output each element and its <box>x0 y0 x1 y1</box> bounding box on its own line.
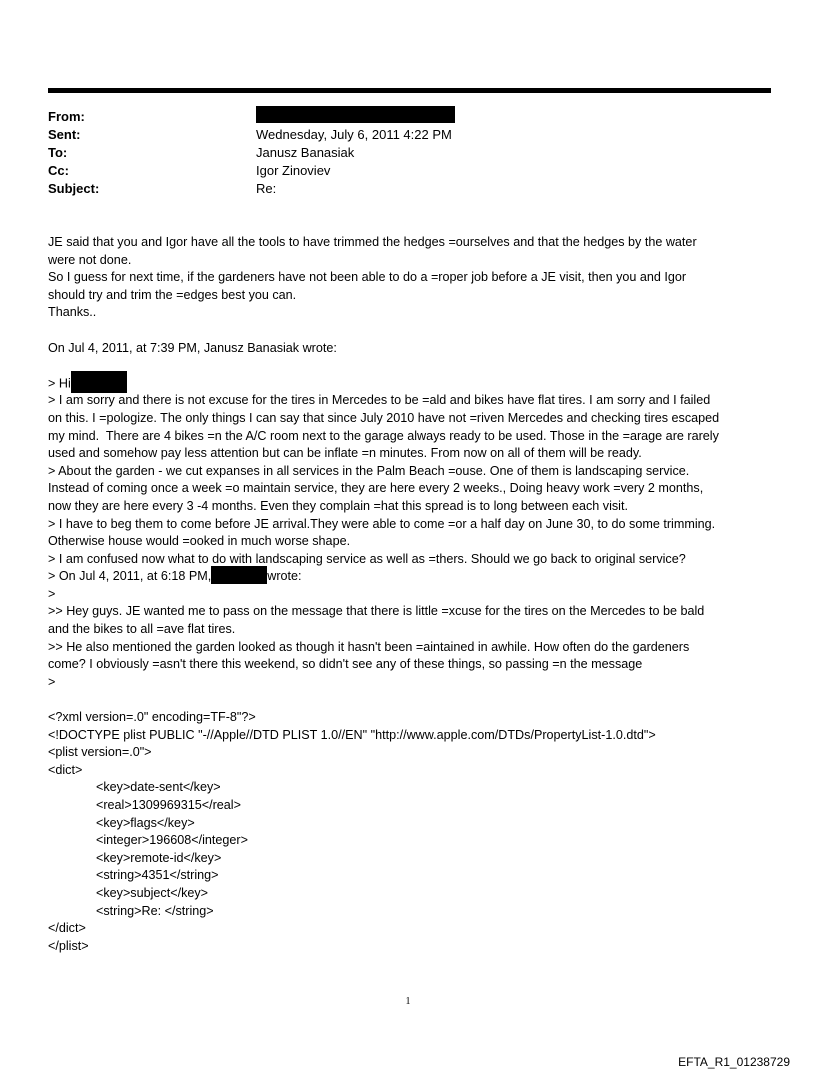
body-line: >> He also mentioned the garden looked as though it hasn't been =aintained in awhile. How often do the gardeners <box>48 639 690 654</box>
body-line: >> Hey guys. JE wanted me to pass on the message that there is little =xcuse for the tires on the Mercedes to be bald <box>48 604 705 619</box>
body-line: should try and trim the =edges best you can. <box>48 287 297 302</box>
document-id: EFTA_R1_01238729 <box>678 1055 790 1069</box>
xml-line: <key>date-sent</key> <box>96 780 221 795</box>
body-line: > I have to beg them to come before JE arrival.They were able to come =or a half day on June 30, to do some trimming. <box>48 516 716 531</box>
body-line: on this. I =pologize. The only things I can say that since July 2010 have not =riven Mercedes and checking tires escaped <box>48 410 720 425</box>
header-rule <box>48 88 771 93</box>
from-row <box>48 108 748 126</box>
xml-line: </dict> <box>48 921 86 936</box>
xml-line: <string>Re: </string> <box>96 903 214 918</box>
blank-line <box>48 691 770 709</box>
sent-row <box>48 126 748 144</box>
xml-line: <key>subject</key> <box>96 885 209 900</box>
xml-line: <string>4351</string> <box>96 868 219 883</box>
quoted-header-line <box>48 568 770 586</box>
page-number: 1 <box>405 996 411 1007</box>
body-line: > I am confused now what to do with landscaping service as well as =thers. Should we go back to original service? <box>48 551 686 566</box>
body-line: > About the garden - we cut expanses in all services in the Palm Beach =ouse. One of them is landscaping service. <box>48 463 690 478</box>
body-line: Otherwise house would =ooked in much worse shape. <box>48 534 351 549</box>
body-line: Thanks.. <box>48 305 97 320</box>
body-line: come? I obviously =asn't there this weekend, so didn't see any of these things, so passing =n the message <box>48 657 643 672</box>
to-label: To: <box>48 145 68 160</box>
body-line: and the bikes to all =ave flat tires. <box>48 622 236 637</box>
subject-row <box>48 180 748 198</box>
cc-value: Igor Zinoviev <box>256 163 331 178</box>
cc-label: Cc: <box>48 163 69 178</box>
blank-line <box>48 357 770 375</box>
cc-row <box>48 162 748 180</box>
to-row <box>48 144 748 162</box>
xml-line: <key>remote-id</key> <box>96 850 222 865</box>
body-line: So I guess for next time, if the gardeners have not been able to do a =roper job before a JE visit, then you and Igor <box>48 270 687 285</box>
xml-line: <!DOCTYPE plist PUBLIC "-//Apple//DTD PLIST 1.0//EN" "http://www.apple.com/DTDs/PropertyList-1.0.dtd"> <box>48 727 656 742</box>
greeting-text: > Hi <box>48 376 71 391</box>
body-line: were not done. <box>48 252 132 267</box>
xml-line: <integer>196608</integer> <box>96 833 248 848</box>
xml-line: <?xml version=.0" encoding=TF-8"?> <box>48 710 256 725</box>
body-line: > I am sorry and there is not excuse for the tires in Mercedes to be =ald and bikes have flat tires. I am sorry and I failed <box>48 393 711 408</box>
to-value: Janusz Banasiak <box>256 145 355 160</box>
quoted-header-end: wrote: <box>267 569 302 584</box>
quote-intro: On Jul 4, 2011, at 7:39 PM, Janusz Banasiak wrote: <box>48 340 337 355</box>
body-line: Instead of coming once a week =o maintain service, they are here every 2 weeks., Doing heavy work =very 2 months, <box>48 481 704 496</box>
redaction-bar <box>71 371 127 393</box>
email-header <box>48 108 748 198</box>
xml-line: <plist version=.0"> <box>48 745 152 760</box>
from-value-redacted <box>256 108 455 126</box>
xml-line: <key>flags</key> <box>96 815 195 830</box>
xml-line: </plist> <box>48 938 89 953</box>
body-line: > <box>48 674 56 689</box>
blank-line <box>48 322 770 340</box>
sent-label: Sent: <box>48 127 81 142</box>
greeting-line <box>48 375 770 393</box>
body-line: > <box>48 586 56 601</box>
body-line: now they are here every 3 -4 months. Even they complain =hat this spread is to long between each visit. <box>48 498 628 513</box>
email-body <box>48 234 770 955</box>
subject-label: Subject: <box>48 181 100 196</box>
body-line: used and somehow pay less attention but can be inflate =n minutes. From now on all of them will be ready. <box>48 446 642 461</box>
body-line: my mind. There are 4 bikes =n the A/C room next to the garage always ready to be used. Those in the =arage are rarely <box>48 428 719 443</box>
xml-line: <dict> <box>48 762 83 777</box>
subject-value: Re: <box>256 181 277 196</box>
xml-line: <real>1309969315</real> <box>96 798 241 812</box>
sent-value: Wednesday, July 6, 2011 4:22 PM <box>256 127 452 142</box>
quoted-header-start: > On Jul 4, 2011, at 6:18 PM, <box>48 569 212 584</box>
redaction-bar <box>211 566 267 584</box>
from-label: From: <box>48 109 85 124</box>
body-line: JE said that you and Igor have all the tools to have trimmed the hedges =ourselves and that the hedges by the water <box>48 235 697 249</box>
